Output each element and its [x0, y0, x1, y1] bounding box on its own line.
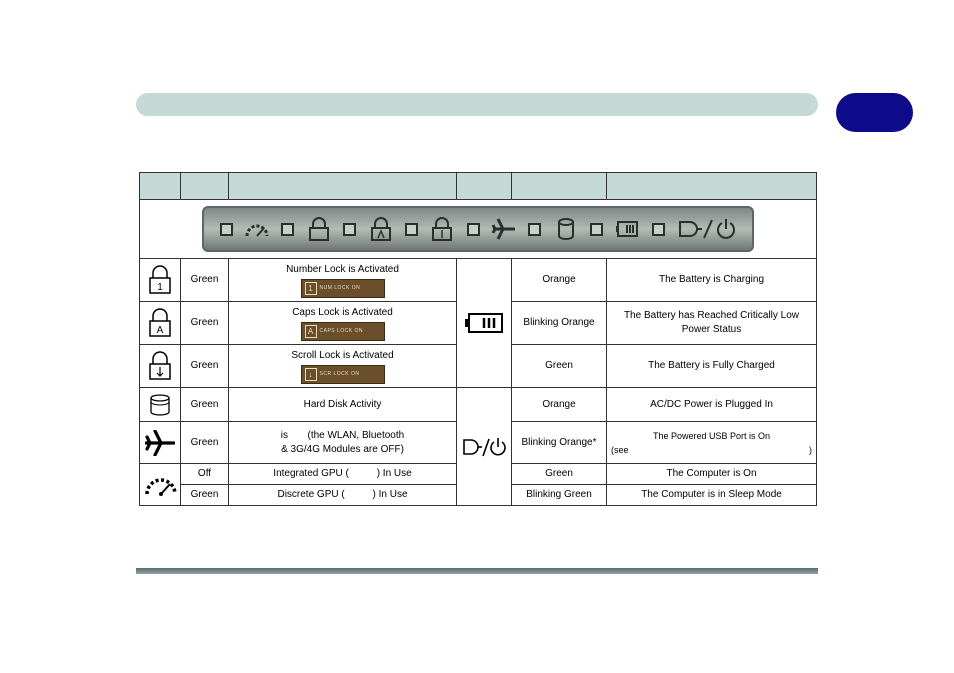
led-square — [590, 223, 603, 236]
caps-lock-icon — [368, 216, 394, 242]
led-color: Green — [512, 464, 607, 485]
lock-key-glyph: 1 — [305, 282, 317, 295]
led-description: ) In Use — [376, 468, 412, 479]
header-description-right — [607, 173, 817, 200]
num-lock-bar-image — [301, 279, 385, 298]
power-icon — [462, 436, 506, 458]
led-square — [652, 223, 665, 236]
lock-bar-text: CAPS LOCK ON — [319, 327, 364, 334]
hdd-icon — [148, 393, 172, 417]
header-description — [229, 173, 457, 200]
table-row — [140, 259, 817, 302]
led-color: Green — [181, 345, 229, 388]
led-color: Green — [181, 302, 229, 345]
chapter-badge — [836, 93, 913, 132]
power-icon — [676, 216, 736, 242]
svg-text:A: A — [156, 325, 164, 336]
led-description: The Computer is On — [607, 464, 817, 485]
led-color: Off — [181, 464, 229, 485]
led-description: ) In Use — [372, 489, 408, 500]
led-description: The Battery is Fully Charged — [607, 345, 817, 388]
led-color: Green — [181, 422, 229, 464]
led-panel-image — [202, 206, 754, 252]
led-color: Blinking Orange* — [512, 422, 607, 464]
led-description: Discrete GPU ( — [277, 489, 345, 500]
caps-lock-bar-image — [301, 322, 385, 341]
led-description: Hard Disk Activity — [229, 388, 457, 422]
gpu-icon — [144, 474, 178, 496]
led-color: Blinking Orange — [512, 302, 607, 345]
led-square — [343, 223, 356, 236]
led-description: & 3G/4G Modules are OFF) — [281, 443, 404, 455]
airplane-icon — [491, 216, 517, 242]
led-square — [528, 223, 541, 236]
led-description: Integrated GPU ( — [273, 468, 349, 479]
battery-icon — [615, 216, 641, 242]
hdd-icon — [553, 216, 579, 242]
battery-icon — [464, 311, 504, 335]
led-color: Green — [181, 485, 229, 506]
caps-lock-icon — [147, 308, 173, 338]
led-description: is — [280, 429, 289, 441]
led-color: Green — [181, 388, 229, 422]
scroll-lock-bar-image — [301, 365, 385, 384]
led-color: Green — [512, 345, 607, 388]
led-square — [405, 223, 418, 236]
gpu-icon — [244, 216, 270, 242]
svg-text:1: 1 — [157, 282, 163, 293]
led-color: Green — [181, 259, 229, 302]
header-icon — [140, 173, 181, 200]
lock-key-glyph: ↓ — [305, 368, 317, 381]
led-description: The Powered USB Port is On — [652, 430, 771, 441]
led-color: Orange — [512, 259, 607, 302]
lock-key-glyph: A — [305, 325, 317, 338]
num-lock-icon — [147, 265, 173, 295]
led-description: (the WLAN, Bluetooth — [307, 429, 405, 441]
led-square — [220, 223, 233, 236]
led-description: Number Lock is Activated — [286, 263, 399, 275]
airplane-icon — [145, 430, 175, 456]
led-description: (see — [611, 444, 629, 455]
led-description: AC/DC Power is Plugged In — [607, 388, 817, 422]
header-color — [181, 173, 229, 200]
table-header-row — [140, 173, 817, 200]
lock-bar-text: SCR LOCK ON — [319, 370, 360, 377]
num-lock-icon — [306, 216, 332, 242]
scroll-lock-icon — [147, 351, 173, 381]
led-color: Blinking Green — [512, 485, 607, 506]
led-description: Caps Lock is Activated — [292, 306, 393, 318]
led-description: The Computer is in Sleep Mode — [607, 485, 817, 506]
header-bar — [136, 93, 818, 116]
header-icon-right — [457, 173, 512, 200]
led-square — [467, 223, 480, 236]
footer-rule — [136, 568, 818, 574]
table-row — [140, 388, 817, 422]
led-color: Orange — [512, 388, 607, 422]
led-indicator-table — [139, 172, 817, 506]
lock-bar-text: NUM LOCK ON — [319, 284, 361, 291]
header-color-right — [512, 173, 607, 200]
led-square — [281, 223, 294, 236]
led-description: The Battery is Charging — [607, 259, 817, 302]
led-panel-row — [140, 200, 817, 259]
scroll-lock-icon — [429, 216, 455, 242]
led-description: The Battery has Reached Critically Low Power Status — [607, 302, 817, 345]
led-description: Scroll Lock is Activated — [291, 349, 394, 361]
led-description: ) — [809, 444, 812, 455]
